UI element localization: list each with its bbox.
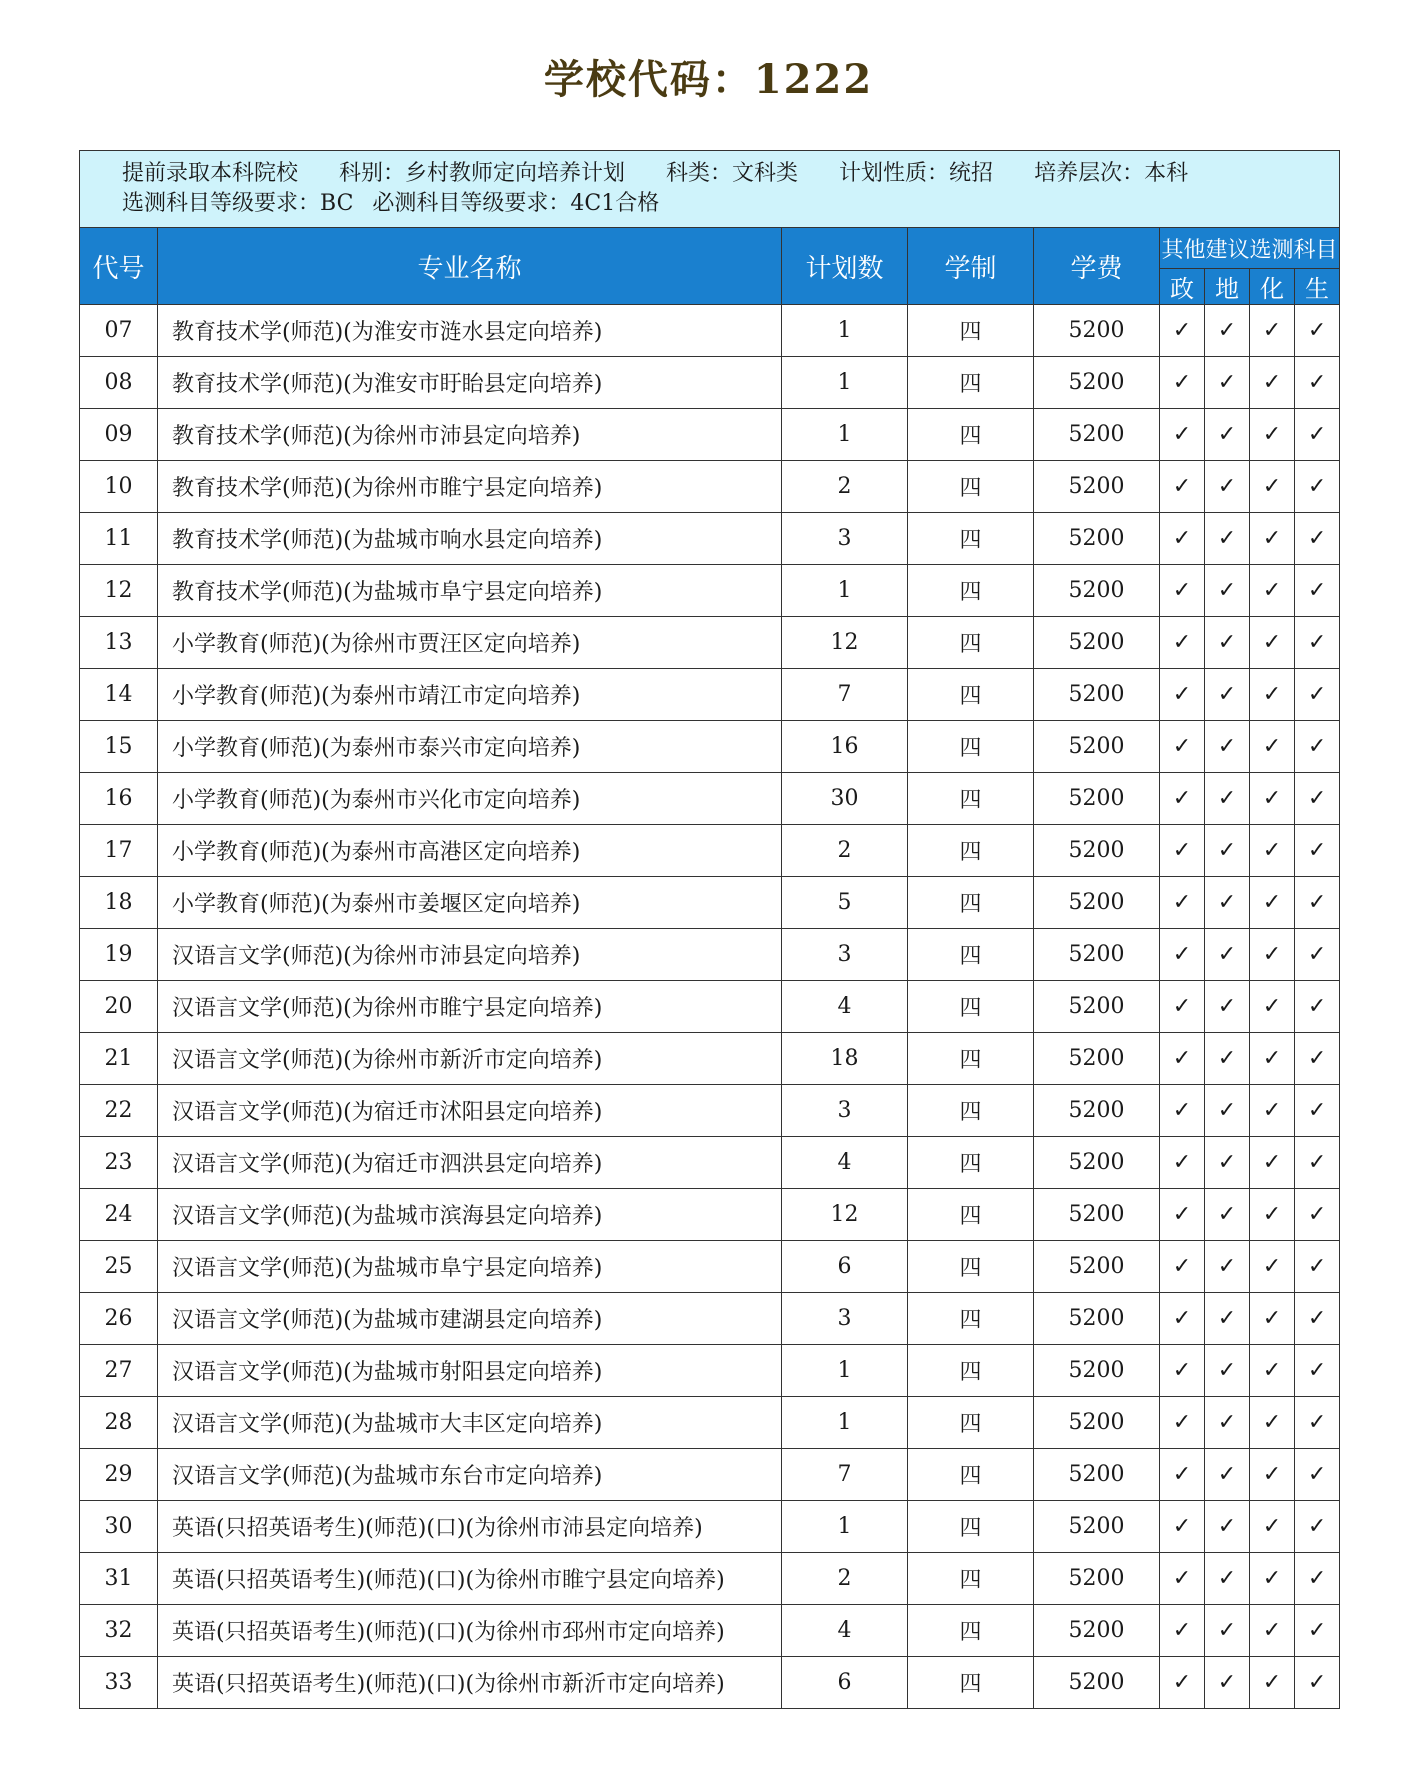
check-mark-icon: ✓ xyxy=(1160,1397,1205,1449)
table-row xyxy=(80,929,1340,981)
check-mark-icon: ✓ xyxy=(1205,1085,1250,1137)
check-mark-icon: ✓ xyxy=(1295,1137,1340,1189)
check-mark-icon: ✓ xyxy=(1250,1553,1295,1605)
check-mark-icon: ✓ xyxy=(1160,1605,1205,1657)
row-plan: 5 xyxy=(782,877,908,929)
row-name: 汉语言文学(师范)(为盐城市东台市定向培养) xyxy=(158,1449,782,1501)
row-fee: 5200 xyxy=(1034,617,1160,669)
row-code: 24 xyxy=(80,1189,158,1241)
info-item: 培养层次：本科 xyxy=(1034,161,1189,186)
table-row xyxy=(80,1293,1340,1345)
row-years: 四 xyxy=(908,1397,1034,1449)
check-mark-icon: ✓ xyxy=(1160,513,1205,565)
row-fee: 5200 xyxy=(1034,513,1160,565)
info-line-1 xyxy=(122,159,1339,189)
check-mark-icon: ✓ xyxy=(1205,1553,1250,1605)
check-mark-icon: ✓ xyxy=(1160,1657,1205,1709)
row-code: 32 xyxy=(80,1605,158,1657)
check-mark-icon: ✓ xyxy=(1250,617,1295,669)
check-mark-icon: ✓ xyxy=(1205,1657,1250,1709)
header-subject: 地 xyxy=(1205,269,1250,305)
check-mark-icon: ✓ xyxy=(1250,929,1295,981)
row-fee: 5200 xyxy=(1034,1189,1160,1241)
header-plan: 计划数 xyxy=(782,228,908,305)
row-code: 13 xyxy=(80,617,158,669)
check-mark-icon: ✓ xyxy=(1160,617,1205,669)
row-years: 四 xyxy=(908,1189,1034,1241)
row-name: 汉语言文学(师范)(为宿迁市泗洪县定向培养) xyxy=(158,1137,782,1189)
admission-table xyxy=(79,150,1340,1709)
header-subject: 生 xyxy=(1295,269,1340,305)
check-mark-icon: ✓ xyxy=(1250,461,1295,513)
check-mark-icon: ✓ xyxy=(1160,1241,1205,1293)
check-mark-icon: ✓ xyxy=(1160,1085,1205,1137)
row-fee: 5200 xyxy=(1034,1397,1160,1449)
check-mark-icon: ✓ xyxy=(1250,1137,1295,1189)
check-mark-icon: ✓ xyxy=(1205,981,1250,1033)
check-mark-icon: ✓ xyxy=(1205,565,1250,617)
table-row xyxy=(80,357,1340,409)
row-fee: 5200 xyxy=(1034,357,1160,409)
row-plan: 16 xyxy=(782,721,908,773)
check-mark-icon: ✓ xyxy=(1250,1605,1295,1657)
row-plan: 1 xyxy=(782,1501,908,1553)
table-row xyxy=(80,1449,1340,1501)
row-plan: 18 xyxy=(782,1033,908,1085)
header-subject: 化 xyxy=(1250,269,1295,305)
table-row xyxy=(80,1137,1340,1189)
row-fee: 5200 xyxy=(1034,1553,1160,1605)
row-years: 四 xyxy=(908,1345,1034,1397)
table-body xyxy=(80,305,1340,1709)
row-name: 英语(只招英语考生)(师范)(口)(为徐州市邳州市定向培养) xyxy=(158,1605,782,1657)
row-code: 26 xyxy=(80,1293,158,1345)
row-plan: 3 xyxy=(782,513,908,565)
check-mark-icon: ✓ xyxy=(1205,1501,1250,1553)
check-mark-icon: ✓ xyxy=(1295,1345,1340,1397)
check-mark-icon: ✓ xyxy=(1295,1657,1340,1709)
check-mark-icon: ✓ xyxy=(1205,825,1250,877)
row-name: 汉语言文学(师范)(为徐州市睢宁县定向培养) xyxy=(158,981,782,1033)
check-mark-icon: ✓ xyxy=(1295,513,1340,565)
check-mark-icon: ✓ xyxy=(1250,825,1295,877)
row-name: 汉语言文学(师范)(为盐城市大丰区定向培养) xyxy=(158,1397,782,1449)
row-years: 四 xyxy=(908,305,1034,357)
header-other-subjects: 其他建议选测科目 xyxy=(1160,228,1340,269)
check-mark-icon: ✓ xyxy=(1160,305,1205,357)
info-row xyxy=(80,151,1340,228)
row-code: 19 xyxy=(80,929,158,981)
row-fee: 5200 xyxy=(1034,1293,1160,1345)
header-code: 代号 xyxy=(80,228,158,305)
row-plan: 7 xyxy=(782,669,908,721)
table-row xyxy=(80,1657,1340,1709)
check-mark-icon: ✓ xyxy=(1250,1501,1295,1553)
check-mark-icon: ✓ xyxy=(1295,1033,1340,1085)
row-plan: 30 xyxy=(782,773,908,825)
check-mark-icon: ✓ xyxy=(1160,1033,1205,1085)
row-code: 07 xyxy=(80,305,158,357)
row-name: 教育技术学(师范)(为徐州市沛县定向培养) xyxy=(158,409,782,461)
check-mark-icon: ✓ xyxy=(1205,877,1250,929)
check-mark-icon: ✓ xyxy=(1250,1033,1295,1085)
info-item: 计划性质：统招 xyxy=(839,161,994,186)
row-code: 14 xyxy=(80,669,158,721)
row-code: 08 xyxy=(80,357,158,409)
row-plan: 3 xyxy=(782,929,908,981)
row-plan: 1 xyxy=(782,305,908,357)
row-plan: 3 xyxy=(782,1293,908,1345)
row-code: 16 xyxy=(80,773,158,825)
row-code: 12 xyxy=(80,565,158,617)
row-name: 小学教育(师范)(为泰州市靖江市定向培养) xyxy=(158,669,782,721)
check-mark-icon: ✓ xyxy=(1295,1085,1340,1137)
info-cell xyxy=(80,151,1340,228)
check-mark-icon: ✓ xyxy=(1250,1189,1295,1241)
table-row xyxy=(80,513,1340,565)
check-mark-icon: ✓ xyxy=(1160,409,1205,461)
check-mark-icon: ✓ xyxy=(1250,1657,1295,1709)
check-mark-icon: ✓ xyxy=(1295,1449,1340,1501)
row-code: 20 xyxy=(80,981,158,1033)
check-mark-icon: ✓ xyxy=(1295,825,1340,877)
check-mark-icon: ✓ xyxy=(1250,1449,1295,1501)
row-fee: 5200 xyxy=(1034,721,1160,773)
row-years: 四 xyxy=(908,1293,1034,1345)
check-mark-icon: ✓ xyxy=(1295,669,1340,721)
row-name: 英语(只招英语考生)(师范)(口)(为徐州市新沂市定向培养) xyxy=(158,1657,782,1709)
table-row xyxy=(80,305,1340,357)
check-mark-icon: ✓ xyxy=(1160,1449,1205,1501)
row-years: 四 xyxy=(908,357,1034,409)
row-name: 小学教育(师范)(为徐州市贾汪区定向培养) xyxy=(158,617,782,669)
row-years: 四 xyxy=(908,1137,1034,1189)
row-fee: 5200 xyxy=(1034,1501,1160,1553)
check-mark-icon: ✓ xyxy=(1250,305,1295,357)
row-name: 汉语言文学(师范)(为盐城市建湖县定向培养) xyxy=(158,1293,782,1345)
check-mark-icon: ✓ xyxy=(1205,669,1250,721)
row-fee: 5200 xyxy=(1034,409,1160,461)
row-years: 四 xyxy=(908,773,1034,825)
row-fee: 5200 xyxy=(1034,1033,1160,1085)
table-row xyxy=(80,565,1340,617)
row-name: 教育技术学(师范)(为盐城市阜宁县定向培养) xyxy=(158,565,782,617)
row-code: 21 xyxy=(80,1033,158,1085)
check-mark-icon: ✓ xyxy=(1250,1397,1295,1449)
check-mark-icon: ✓ xyxy=(1295,1605,1340,1657)
row-years: 四 xyxy=(908,1553,1034,1605)
row-plan: 3 xyxy=(782,1085,908,1137)
row-code: 10 xyxy=(80,461,158,513)
check-mark-icon: ✓ xyxy=(1205,773,1250,825)
row-name: 汉语言文学(师范)(为宿迁市沭阳县定向培养) xyxy=(158,1085,782,1137)
row-years: 四 xyxy=(908,1605,1034,1657)
row-name: 教育技术学(师范)(为徐州市睢宁县定向培养) xyxy=(158,461,782,513)
check-mark-icon: ✓ xyxy=(1160,1137,1205,1189)
check-mark-icon: ✓ xyxy=(1295,305,1340,357)
check-mark-icon: ✓ xyxy=(1205,929,1250,981)
row-plan: 1 xyxy=(782,1345,908,1397)
row-fee: 5200 xyxy=(1034,1241,1160,1293)
row-plan: 1 xyxy=(782,565,908,617)
row-fee: 5200 xyxy=(1034,565,1160,617)
row-name: 教育技术学(师范)(为淮安市涟水县定向培养) xyxy=(158,305,782,357)
check-mark-icon: ✓ xyxy=(1205,1605,1250,1657)
check-mark-icon: ✓ xyxy=(1205,1293,1250,1345)
row-years: 四 xyxy=(908,1241,1034,1293)
check-mark-icon: ✓ xyxy=(1160,461,1205,513)
row-plan: 1 xyxy=(782,409,908,461)
check-mark-icon: ✓ xyxy=(1160,1189,1205,1241)
info-line-2 xyxy=(122,189,1339,219)
info-item: 选测科目等级要求：BC xyxy=(122,191,354,216)
row-name: 小学教育(师范)(为泰州市泰兴市定向培养) xyxy=(158,721,782,773)
check-mark-icon: ✓ xyxy=(1295,929,1340,981)
row-years: 四 xyxy=(908,461,1034,513)
check-mark-icon: ✓ xyxy=(1295,877,1340,929)
row-name: 英语(只招英语考生)(师范)(口)(为徐州市睢宁县定向培养) xyxy=(158,1553,782,1605)
check-mark-icon: ✓ xyxy=(1295,1293,1340,1345)
row-years: 四 xyxy=(908,513,1034,565)
row-code: 15 xyxy=(80,721,158,773)
row-name: 教育技术学(师范)(为盐城市响水县定向培养) xyxy=(158,513,782,565)
check-mark-icon: ✓ xyxy=(1250,669,1295,721)
table-row xyxy=(80,877,1340,929)
row-years: 四 xyxy=(908,929,1034,981)
row-plan: 6 xyxy=(782,1241,908,1293)
row-code: 27 xyxy=(80,1345,158,1397)
table-row xyxy=(80,1345,1340,1397)
row-fee: 5200 xyxy=(1034,1137,1160,1189)
row-code: 22 xyxy=(80,1085,158,1137)
check-mark-icon: ✓ xyxy=(1250,513,1295,565)
row-fee: 5200 xyxy=(1034,305,1160,357)
table-row xyxy=(80,1605,1340,1657)
check-mark-icon: ✓ xyxy=(1205,461,1250,513)
row-plan: 1 xyxy=(782,1397,908,1449)
check-mark-icon: ✓ xyxy=(1205,513,1250,565)
check-mark-icon: ✓ xyxy=(1295,1553,1340,1605)
check-mark-icon: ✓ xyxy=(1205,1449,1250,1501)
row-fee: 5200 xyxy=(1034,773,1160,825)
header-row xyxy=(80,228,1340,269)
check-mark-icon: ✓ xyxy=(1160,721,1205,773)
check-mark-icon: ✓ xyxy=(1250,357,1295,409)
check-mark-icon: ✓ xyxy=(1250,565,1295,617)
check-mark-icon: ✓ xyxy=(1295,461,1340,513)
row-name: 汉语言文学(师范)(为徐州市沛县定向培养) xyxy=(158,929,782,981)
table-row xyxy=(80,669,1340,721)
row-years: 四 xyxy=(908,617,1034,669)
check-mark-icon: ✓ xyxy=(1295,1241,1340,1293)
check-mark-icon: ✓ xyxy=(1160,1553,1205,1605)
row-fee: 5200 xyxy=(1034,929,1160,981)
row-years: 四 xyxy=(908,981,1034,1033)
row-plan: 4 xyxy=(782,1137,908,1189)
table-row xyxy=(80,1085,1340,1137)
row-code: 28 xyxy=(80,1397,158,1449)
row-name: 汉语言文学(师范)(为徐州市新沂市定向培养) xyxy=(158,1033,782,1085)
check-mark-icon: ✓ xyxy=(1205,1189,1250,1241)
row-name: 英语(只招英语考生)(师范)(口)(为徐州市沛县定向培养) xyxy=(158,1501,782,1553)
row-years: 四 xyxy=(908,1657,1034,1709)
row-fee: 5200 xyxy=(1034,981,1160,1033)
row-code: 17 xyxy=(80,825,158,877)
row-code: 09 xyxy=(80,409,158,461)
row-fee: 5200 xyxy=(1034,1345,1160,1397)
row-fee: 5200 xyxy=(1034,1657,1160,1709)
check-mark-icon: ✓ xyxy=(1295,721,1340,773)
row-plan: 2 xyxy=(782,461,908,513)
row-code: 33 xyxy=(80,1657,158,1709)
row-plan: 2 xyxy=(782,1553,908,1605)
row-fee: 5200 xyxy=(1034,877,1160,929)
table-row xyxy=(80,825,1340,877)
row-code: 23 xyxy=(80,1137,158,1189)
row-years: 四 xyxy=(908,825,1034,877)
check-mark-icon: ✓ xyxy=(1250,1241,1295,1293)
row-code: 30 xyxy=(80,1501,158,1553)
check-mark-icon: ✓ xyxy=(1205,721,1250,773)
row-name: 汉语言文学(师范)(为盐城市阜宁县定向培养) xyxy=(158,1241,782,1293)
row-plan: 7 xyxy=(782,1449,908,1501)
row-plan: 12 xyxy=(782,1189,908,1241)
row-code: 25 xyxy=(80,1241,158,1293)
row-years: 四 xyxy=(908,1501,1034,1553)
check-mark-icon: ✓ xyxy=(1295,773,1340,825)
row-name: 汉语言文学(师范)(为盐城市射阳县定向培养) xyxy=(158,1345,782,1397)
row-years: 四 xyxy=(908,669,1034,721)
row-fee: 5200 xyxy=(1034,669,1160,721)
page-title: 学校代码：1222 xyxy=(543,56,874,103)
header-subject: 政 xyxy=(1160,269,1205,305)
check-mark-icon: ✓ xyxy=(1205,357,1250,409)
check-mark-icon: ✓ xyxy=(1160,1345,1205,1397)
table-row xyxy=(80,1553,1340,1605)
row-years: 四 xyxy=(908,877,1034,929)
info-item: 提前录取本科院校 xyxy=(122,161,299,186)
table-row xyxy=(80,1397,1340,1449)
check-mark-icon: ✓ xyxy=(1295,1189,1340,1241)
row-name: 汉语言文学(师范)(为盐城市滨海县定向培养) xyxy=(158,1189,782,1241)
row-name: 教育技术学(师范)(为淮安市盱眙县定向培养) xyxy=(158,357,782,409)
check-mark-icon: ✓ xyxy=(1160,981,1205,1033)
check-mark-icon: ✓ xyxy=(1205,1033,1250,1085)
table-row xyxy=(80,773,1340,825)
row-code: 11 xyxy=(80,513,158,565)
row-years: 四 xyxy=(908,565,1034,617)
row-code: 18 xyxy=(80,877,158,929)
row-code: 29 xyxy=(80,1449,158,1501)
check-mark-icon: ✓ xyxy=(1250,877,1295,929)
row-plan: 6 xyxy=(782,1657,908,1709)
row-fee: 5200 xyxy=(1034,461,1160,513)
row-name: 小学教育(师范)(为泰州市高港区定向培养) xyxy=(158,825,782,877)
check-mark-icon: ✓ xyxy=(1250,409,1295,461)
admission-table-container xyxy=(79,150,1339,1709)
check-mark-icon: ✓ xyxy=(1205,1241,1250,1293)
row-plan: 2 xyxy=(782,825,908,877)
check-mark-icon: ✓ xyxy=(1295,409,1340,461)
row-fee: 5200 xyxy=(1034,1449,1160,1501)
check-mark-icon: ✓ xyxy=(1160,825,1205,877)
check-mark-icon: ✓ xyxy=(1250,981,1295,1033)
check-mark-icon: ✓ xyxy=(1205,1397,1250,1449)
check-mark-icon: ✓ xyxy=(1160,357,1205,409)
table-row xyxy=(80,461,1340,513)
check-mark-icon: ✓ xyxy=(1205,1137,1250,1189)
table-row xyxy=(80,981,1340,1033)
check-mark-icon: ✓ xyxy=(1250,1345,1295,1397)
check-mark-icon: ✓ xyxy=(1205,617,1250,669)
check-mark-icon: ✓ xyxy=(1205,409,1250,461)
check-mark-icon: ✓ xyxy=(1295,981,1340,1033)
row-code: 31 xyxy=(80,1553,158,1605)
row-plan: 12 xyxy=(782,617,908,669)
check-mark-icon: ✓ xyxy=(1295,357,1340,409)
row-years: 四 xyxy=(908,721,1034,773)
check-mark-icon: ✓ xyxy=(1160,565,1205,617)
check-mark-icon: ✓ xyxy=(1205,1345,1250,1397)
info-item: 科类：文科类 xyxy=(666,161,799,186)
row-fee: 5200 xyxy=(1034,1085,1160,1137)
check-mark-icon: ✓ xyxy=(1205,305,1250,357)
row-fee: 5200 xyxy=(1034,825,1160,877)
row-years: 四 xyxy=(908,1449,1034,1501)
table-row xyxy=(80,1033,1340,1085)
check-mark-icon: ✓ xyxy=(1295,1397,1340,1449)
check-mark-icon: ✓ xyxy=(1250,1293,1295,1345)
row-name: 小学教育(师范)(为泰州市姜堰区定向培养) xyxy=(158,877,782,929)
row-years: 四 xyxy=(908,1033,1034,1085)
table-row xyxy=(80,409,1340,461)
table-row xyxy=(80,721,1340,773)
row-plan: 4 xyxy=(782,1605,908,1657)
table-row xyxy=(80,1189,1340,1241)
check-mark-icon: ✓ xyxy=(1160,929,1205,981)
table-row xyxy=(80,617,1340,669)
check-mark-icon: ✓ xyxy=(1250,721,1295,773)
header-fee: 学费 xyxy=(1034,228,1160,305)
header-name: 专业名称 xyxy=(158,228,782,305)
table-row xyxy=(80,1241,1340,1293)
check-mark-icon: ✓ xyxy=(1160,1293,1205,1345)
info-item: 必测科目等级要求：4C1合格 xyxy=(372,191,660,216)
check-mark-icon: ✓ xyxy=(1295,617,1340,669)
check-mark-icon: ✓ xyxy=(1250,773,1295,825)
info-item: 科别：乡村教师定向培养计划 xyxy=(339,161,626,186)
check-mark-icon: ✓ xyxy=(1160,1501,1205,1553)
check-mark-icon: ✓ xyxy=(1250,1085,1295,1137)
row-plan: 4 xyxy=(782,981,908,1033)
row-plan: 1 xyxy=(782,357,908,409)
table-row xyxy=(80,1501,1340,1553)
row-years: 四 xyxy=(908,409,1034,461)
row-fee: 5200 xyxy=(1034,1605,1160,1657)
check-mark-icon: ✓ xyxy=(1160,669,1205,721)
check-mark-icon: ✓ xyxy=(1295,565,1340,617)
row-years: 四 xyxy=(908,1085,1034,1137)
check-mark-icon: ✓ xyxy=(1160,773,1205,825)
row-name: 小学教育(师范)(为泰州市兴化市定向培养) xyxy=(158,773,782,825)
check-mark-icon: ✓ xyxy=(1160,877,1205,929)
header-years: 学制 xyxy=(908,228,1034,305)
check-mark-icon: ✓ xyxy=(1295,1501,1340,1553)
